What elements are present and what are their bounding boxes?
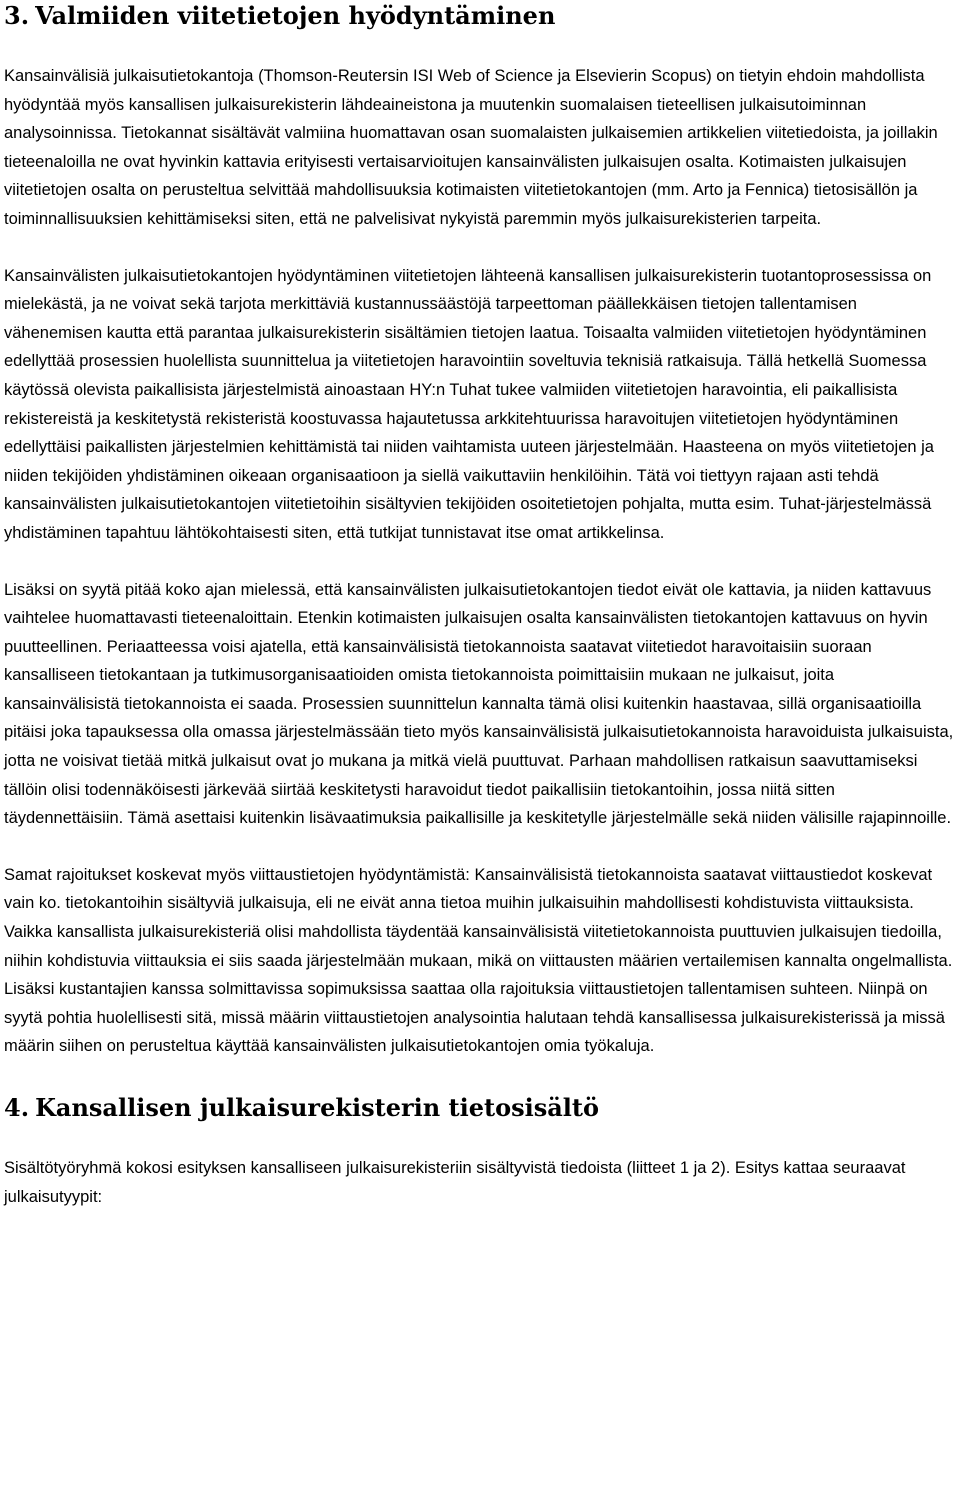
section-3-paragraph-2: Kansainvälisten julkaisutietokantojen hyödyntäminen viitetietojen lähteenä kansallisen julkaisurekisterin tuotantoprosessissa on mielekästä, ja ne voivat sekä tarjota merkittäviä kustannussäästöjä tarpeettoman päällekkäisen tietojen tallentamisen vähenemisen kautta että parantaa julkaisurekisterin sisältämien tietojen laatua. Toisaalta valmiiden viitetietojen hyödyntäminen edellyttää prosessien huolellista suunnittelua ja viitetietojen haravointiin soveltuvia teknisiä ratkaisuja. Tällä hetkellä Suomessa käytössä olevista paikallisista järjestelmistä ainoastaan HY:n Tuhat tukee valmiiden viitetietojen haravointia, eli paikallisista rekistereistä ja keskitetystä rekisteristä koostuvassa hajautetussa arkkitehtuurissa haravoitujen viitetietojen hyödyntäminen edellyttäisi paikallisten järjestelmien kehittämistä tai niiden vaihtamista uuteen järjestelmään. Haasteena on myös viitetietojen ja niiden tekijöiden yhdistäminen oikeaan organisaatioon ja siellä vaikuttaviin henkilöihin. Tätä voi tiettyyn rajaan asti tehdä kansainvälisten julkaisutietokantojen viitetietoihin sisältyvien tekijöiden osoitetietojen pohjalta, mutta esim. Tuhat-järjestelmässä yhdistäminen tapahtuu lähtökohtaisesti siten, että tutkijat tunnistavat itse omat artikkelinsa.	[4, 266, 934, 542]
section-4-title: Kansallisen julkaisurekisterin tietosisältö	[35, 1093, 599, 1122]
section-3-title: Valmiiden viitetietojen hyödyntäminen	[35, 1, 556, 30]
section-3-paragraph-4: Samat rajoitukset koskevat myös viittaustietojen hyödyntämistä: Kansainvälisistä tietokannoista saatavat viittaustiedot koskevat vain ko. tietokantoihin sisältyviä julkaisuja, eli ne eivät anna tietoa muihin julkaisuihin mahdollisesti kohdistuvista viittauksista. Vaikka kansallista julkaisurekisteriä olisi mahdollista täydentää kansainvälisistä viitetietokannoista puuttuvien julkaisujen tiedoilla, niihin kohdistuvia viittauksia ei siis saada järjestelmään mukaan, mikä on viittausten määrien vertailemisen kannalta ongelmallista. Lisäksi kustantajien kanssa solmittavissa sopimuksissa saattaa olla rajoituksia viittaustietojen tallentamisen suhteen. Niinpä on syytä pohtia huolellisesti sitä, missä määrin viittaustietojen analysointia halutaan tehdä kansallisessa julkaisurekisterissä ja missä määrin siihen on perusteltua käyttää kansainvälisten julkaisutietokantojen omia työkaluja.	[4, 865, 953, 1056]
section-4-paragraph-1: Sisältötyöryhmä kokosi esityksen kansalliseen julkaisurekisteriin sisältyvistä tiedoista (liitteet 1 ja 2). Esitys kattaa seuraavat julkaisutyypit:	[4, 1159, 906, 1206]
section-3-paragraph-1: Kansainvälisiä julkaisutietokantoja (Thomson-Reutersin ISI Web of Science ja Elsevierin Scopus) on tietyin ehdoin mahdollista hyödyntää myös kansallisen julkaisurekisterin lähdeaineistona ja muutenkin suomalaisen tieteellisen julkaisutoiminnan analysoinnissa. Tietokannat sisältävät valmiina huomattavan osan suomalaisten julkaisemien artikkelien viitetiedoista, ja joillakin tieteenaloilla ne ovat hyvinkin kattavia erityisesti vertaisarvioitujen kansainvälisten julkaisujen osalta. Kotimaisten julkaisujen viitetietojen osalta on perusteltua selvittää mahdollisuuksia kotimaisten viitetietokantojen (mm. Arto ja Fennica) tietosisällön ja toiminnallisuuksien kehittämiseksi siten, että ne palvelisivat nykyistä paremmin myös julkaisurekisterien tarpeita.	[4, 67, 938, 228]
section-4-heading	[4, 1093, 954, 1123]
document-body	[4, 0, 954, 1211]
section-3-paragraph-3: Lisäksi on syytä pitää koko ajan mielessä, että kansainvälisten julkaisutietokantojen tiedot eivät ole kattavia, ja niiden kattavuus vaihtelee huomattavasti tieteenaloittain. Etenkin kotimaisten julkaisujen osalta kansainvälisten tietokantojen kattavuus on hyvin puutteellinen. Periaatteessa voisi ajatella, että kansainvälisistä tietokannoista saatavat viitetiedot haravoitaisiin suoraan kansalliseen tietokantaan ja tutkimusorganisaatioiden omista tietokannoista poimittaisiin mukaan ne julkaisut, joita kansainvälisistä tietokannoista ei saada. Prosessien suunnittelun kannalta tämä olisi kuitenkin haastavaa, sillä organisaatioilla pitäisi joka tapauksessa olla omassa järjestelmässään tieto myös kansainvälisistä julkaisutietokannoista haravoiduista julkaisuista, jotta ne voisivat tietää mitkä julkaisut ovat jo mukana ja mitkä vielä puuttuvat. Parhaan mahdollisen ratkaisun saavuttamiseksi tällöin olisi todennäköisesti järkevää siirtää keskitetysti haravoidut tiedot paikallisiin tietokantoihin, jossa niitä sitten täydennettäisiin. Tämä asettaisi kuitenkin lisävaatimuksia paikallisille ja keskitetylle järjestelmälle sekä niiden välisille rajapinnoille.	[4, 580, 954, 828]
section-3-number: 3.	[4, 1, 30, 30]
section-3-heading	[4, 1, 954, 31]
section-4-number: 4.	[4, 1093, 30, 1122]
